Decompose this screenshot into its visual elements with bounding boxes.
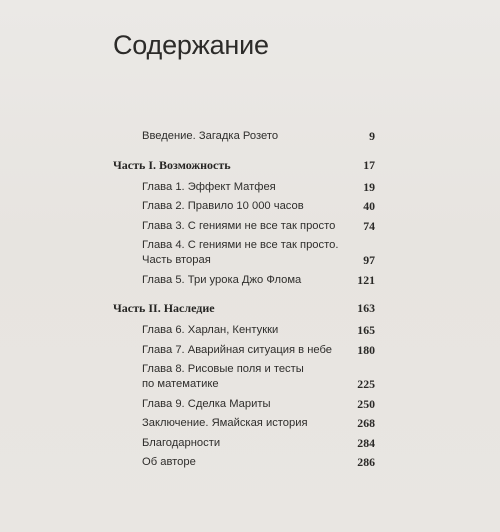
toc-entry-chapter-9: Глава 9. Сделка Мариты	[142, 398, 271, 410]
toc-entry-chapter-1: Глава 1. Эффект Матфея	[142, 181, 276, 193]
toc-part-heading: Часть II. Наследие	[113, 301, 215, 315]
toc-page-number: 74	[363, 219, 375, 233]
toc-page-number: 165	[357, 323, 375, 337]
toc-entry-chapter-8: Глава 8. Рисовые поля и тесты	[142, 363, 304, 375]
toc-entry-chapter-2: Глава 2. Правило 10 000 часов	[142, 200, 304, 212]
toc-entry-conclusion: Заключение. Ямайская история	[142, 417, 308, 429]
toc-page-number: 284	[357, 436, 375, 450]
toc-page-number: 250	[357, 397, 375, 411]
toc-entry-chapter-3: Глава 3. С гениями не все так просто	[142, 220, 336, 232]
toc-page-number: 268	[357, 416, 375, 430]
toc-part-heading: Часть I. Возможность	[113, 158, 231, 172]
toc-entry-chapter-8-line-2: по математике	[142, 378, 219, 390]
toc-entry-about-author: Об авторе	[142, 456, 196, 468]
toc-entry-chapter-6: Глава 6. Харлан, Кентукки	[142, 324, 279, 336]
toc-page-number: 97	[363, 253, 375, 267]
toc-entry-introduction: Введение. Загадка Розето	[142, 130, 279, 142]
toc-page-number: 180	[357, 343, 375, 357]
toc-entry-acknowledgements: Благодарности	[142, 437, 221, 449]
toc-page-number: 17	[363, 158, 375, 172]
toc-page-number: 9	[369, 129, 375, 143]
toc-page-number: 121	[357, 273, 375, 287]
toc-page-number: 225	[357, 377, 375, 391]
toc-entry-chapter-7: Глава 7. Аварийная ситуация в небе	[142, 344, 332, 356]
toc-entry-chapter-5: Глава 5. Три урока Джо Флома	[142, 274, 302, 286]
toc-page-number: 40	[363, 199, 375, 213]
toc-page-number: 163	[357, 301, 375, 315]
toc-page-number: 19	[363, 180, 375, 194]
page-title: Содержание	[113, 30, 269, 60]
toc-entry-chapter-4-line-2: Часть вторая	[142, 254, 211, 266]
toc-page-number: 286	[357, 455, 375, 469]
toc-entry-chapter-4: Глава 4. С гениями не все так просто.	[142, 239, 339, 251]
